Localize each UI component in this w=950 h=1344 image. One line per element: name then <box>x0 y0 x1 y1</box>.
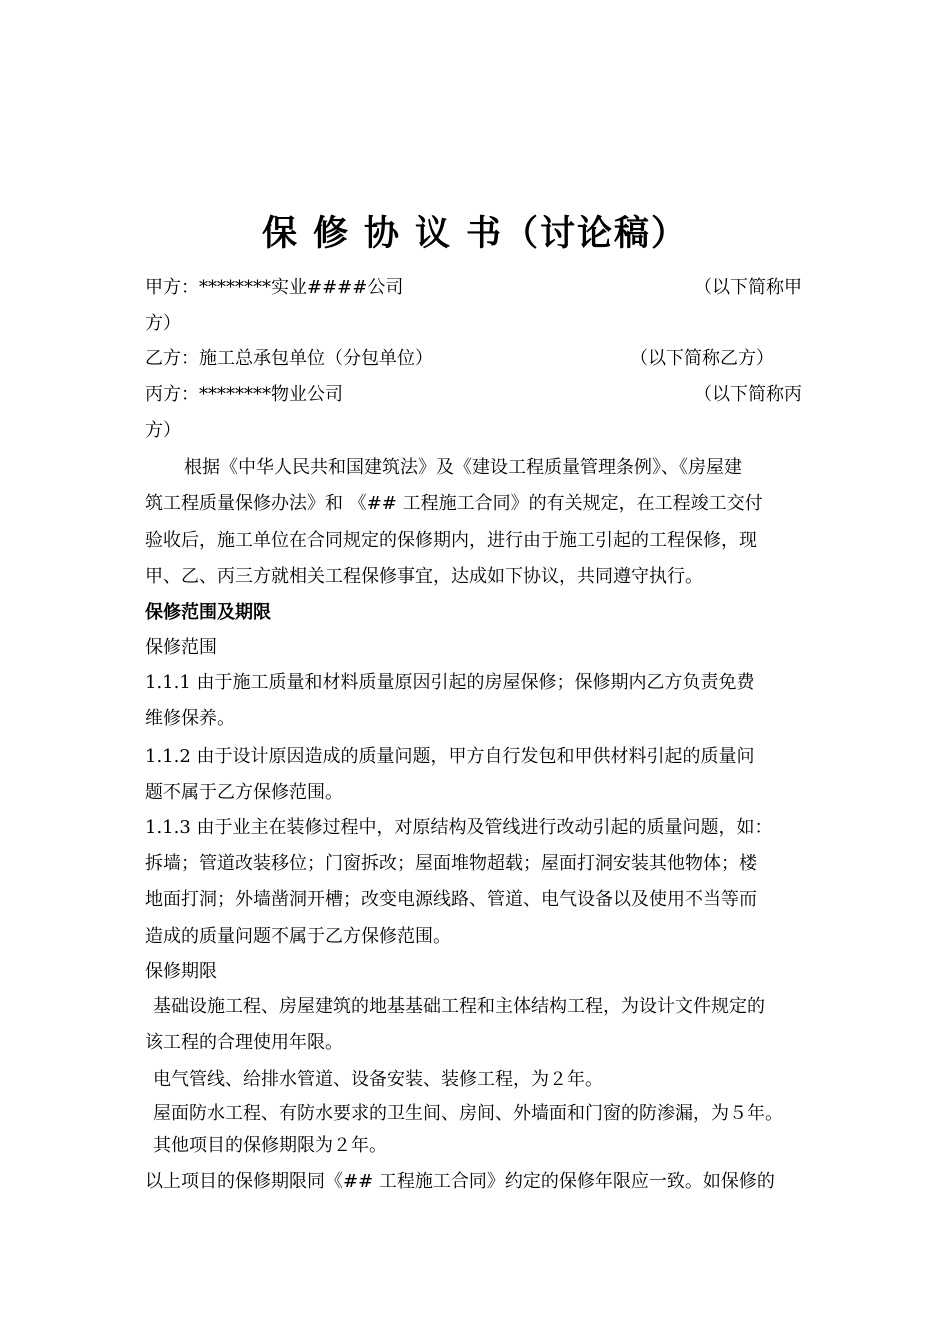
section-heading: 保修范围及期限 <box>145 602 271 623</box>
scope-line: 1.1.1 由于施工质量和材料质量原因引起的房屋保修；保修期内乙方负责免费 <box>145 672 755 693</box>
party-a: 甲方：********实业####公司 <box>145 277 404 298</box>
party-b: 乙方：施工总承包单位（分包单位） <box>145 348 433 369</box>
scope-heading: 保修范围 <box>145 637 217 658</box>
period-line: 屋面防水工程、有防水要求的卫生间、房间、外墙面和门窗的防渗漏，为５年。 <box>153 1103 783 1124</box>
intro-line: 筑工程质量保修办法》和 《## 工程施工合同》的有关规定，在工程竣工交付 <box>145 493 763 514</box>
party-c: 丙方：********物业公司 <box>145 384 343 405</box>
period-line: 基础设施工程、房屋建筑的地基基础工程和主体结构工程，为设计文件规定的 <box>153 996 765 1017</box>
document-title: 保 修 协 议 书（讨论稿） <box>261 214 689 254</box>
scope-line: 拆墙；管道改装移位；门窗拆改；屋面堆物超载；屋面打洞安装其他物体；楼 <box>145 853 757 874</box>
intro-line: 甲、乙、丙三方就相关工程保修事宜，达成如下协议，共同遵守执行。 <box>145 566 703 587</box>
period-line: 该工程的合理使用年限。 <box>145 1032 343 1053</box>
scope-line: 地面打洞；外墙凿洞开槽；改变电源线路、管道、电气设备以及使用不当等而 <box>145 889 757 910</box>
scope-line: 造成的质量问题不属于乙方保修范围。 <box>145 926 451 947</box>
party-a-cont: 方） <box>145 313 181 334</box>
period-heading: 保修期限 <box>145 961 217 982</box>
scope-line: 1.1.2 由于设计原因造成的质量问题，甲方自行发包和甲供材料引起的质量问 <box>145 746 755 767</box>
scope-line: 维修保养。 <box>145 708 235 729</box>
intro-line: 验收后，施工单位在合同规定的保修期内，进行由于施工引起的工程保修，现 <box>145 530 757 551</box>
period-line: 电气管线、给排水管道、设备安装、装修工程，为２年。 <box>153 1069 603 1090</box>
party-c-cont: 方） <box>145 420 181 441</box>
scope-line: 1.1.3 由于业主在装修过程中，对原结构及管线进行改动引起的质量问题，如： <box>145 817 773 838</box>
closing-line: 以上项目的保修期限同《## 工程施工合同》约定的保修年限应一致。如保修的 <box>145 1171 775 1192</box>
party-a-note: （以下简称甲 <box>694 277 802 298</box>
party-b-note: （以下简称乙方） <box>630 348 774 369</box>
intro-line: 根据《中华人民共和国建筑法》及《建设工程质量管理条例》、《房屋建 <box>184 457 742 478</box>
party-c-note: （以下简称丙 <box>694 384 802 405</box>
scope-line: 题不属于乙方保修范围。 <box>145 782 343 803</box>
period-line: 其他项目的保修期限为２年。 <box>153 1135 387 1156</box>
